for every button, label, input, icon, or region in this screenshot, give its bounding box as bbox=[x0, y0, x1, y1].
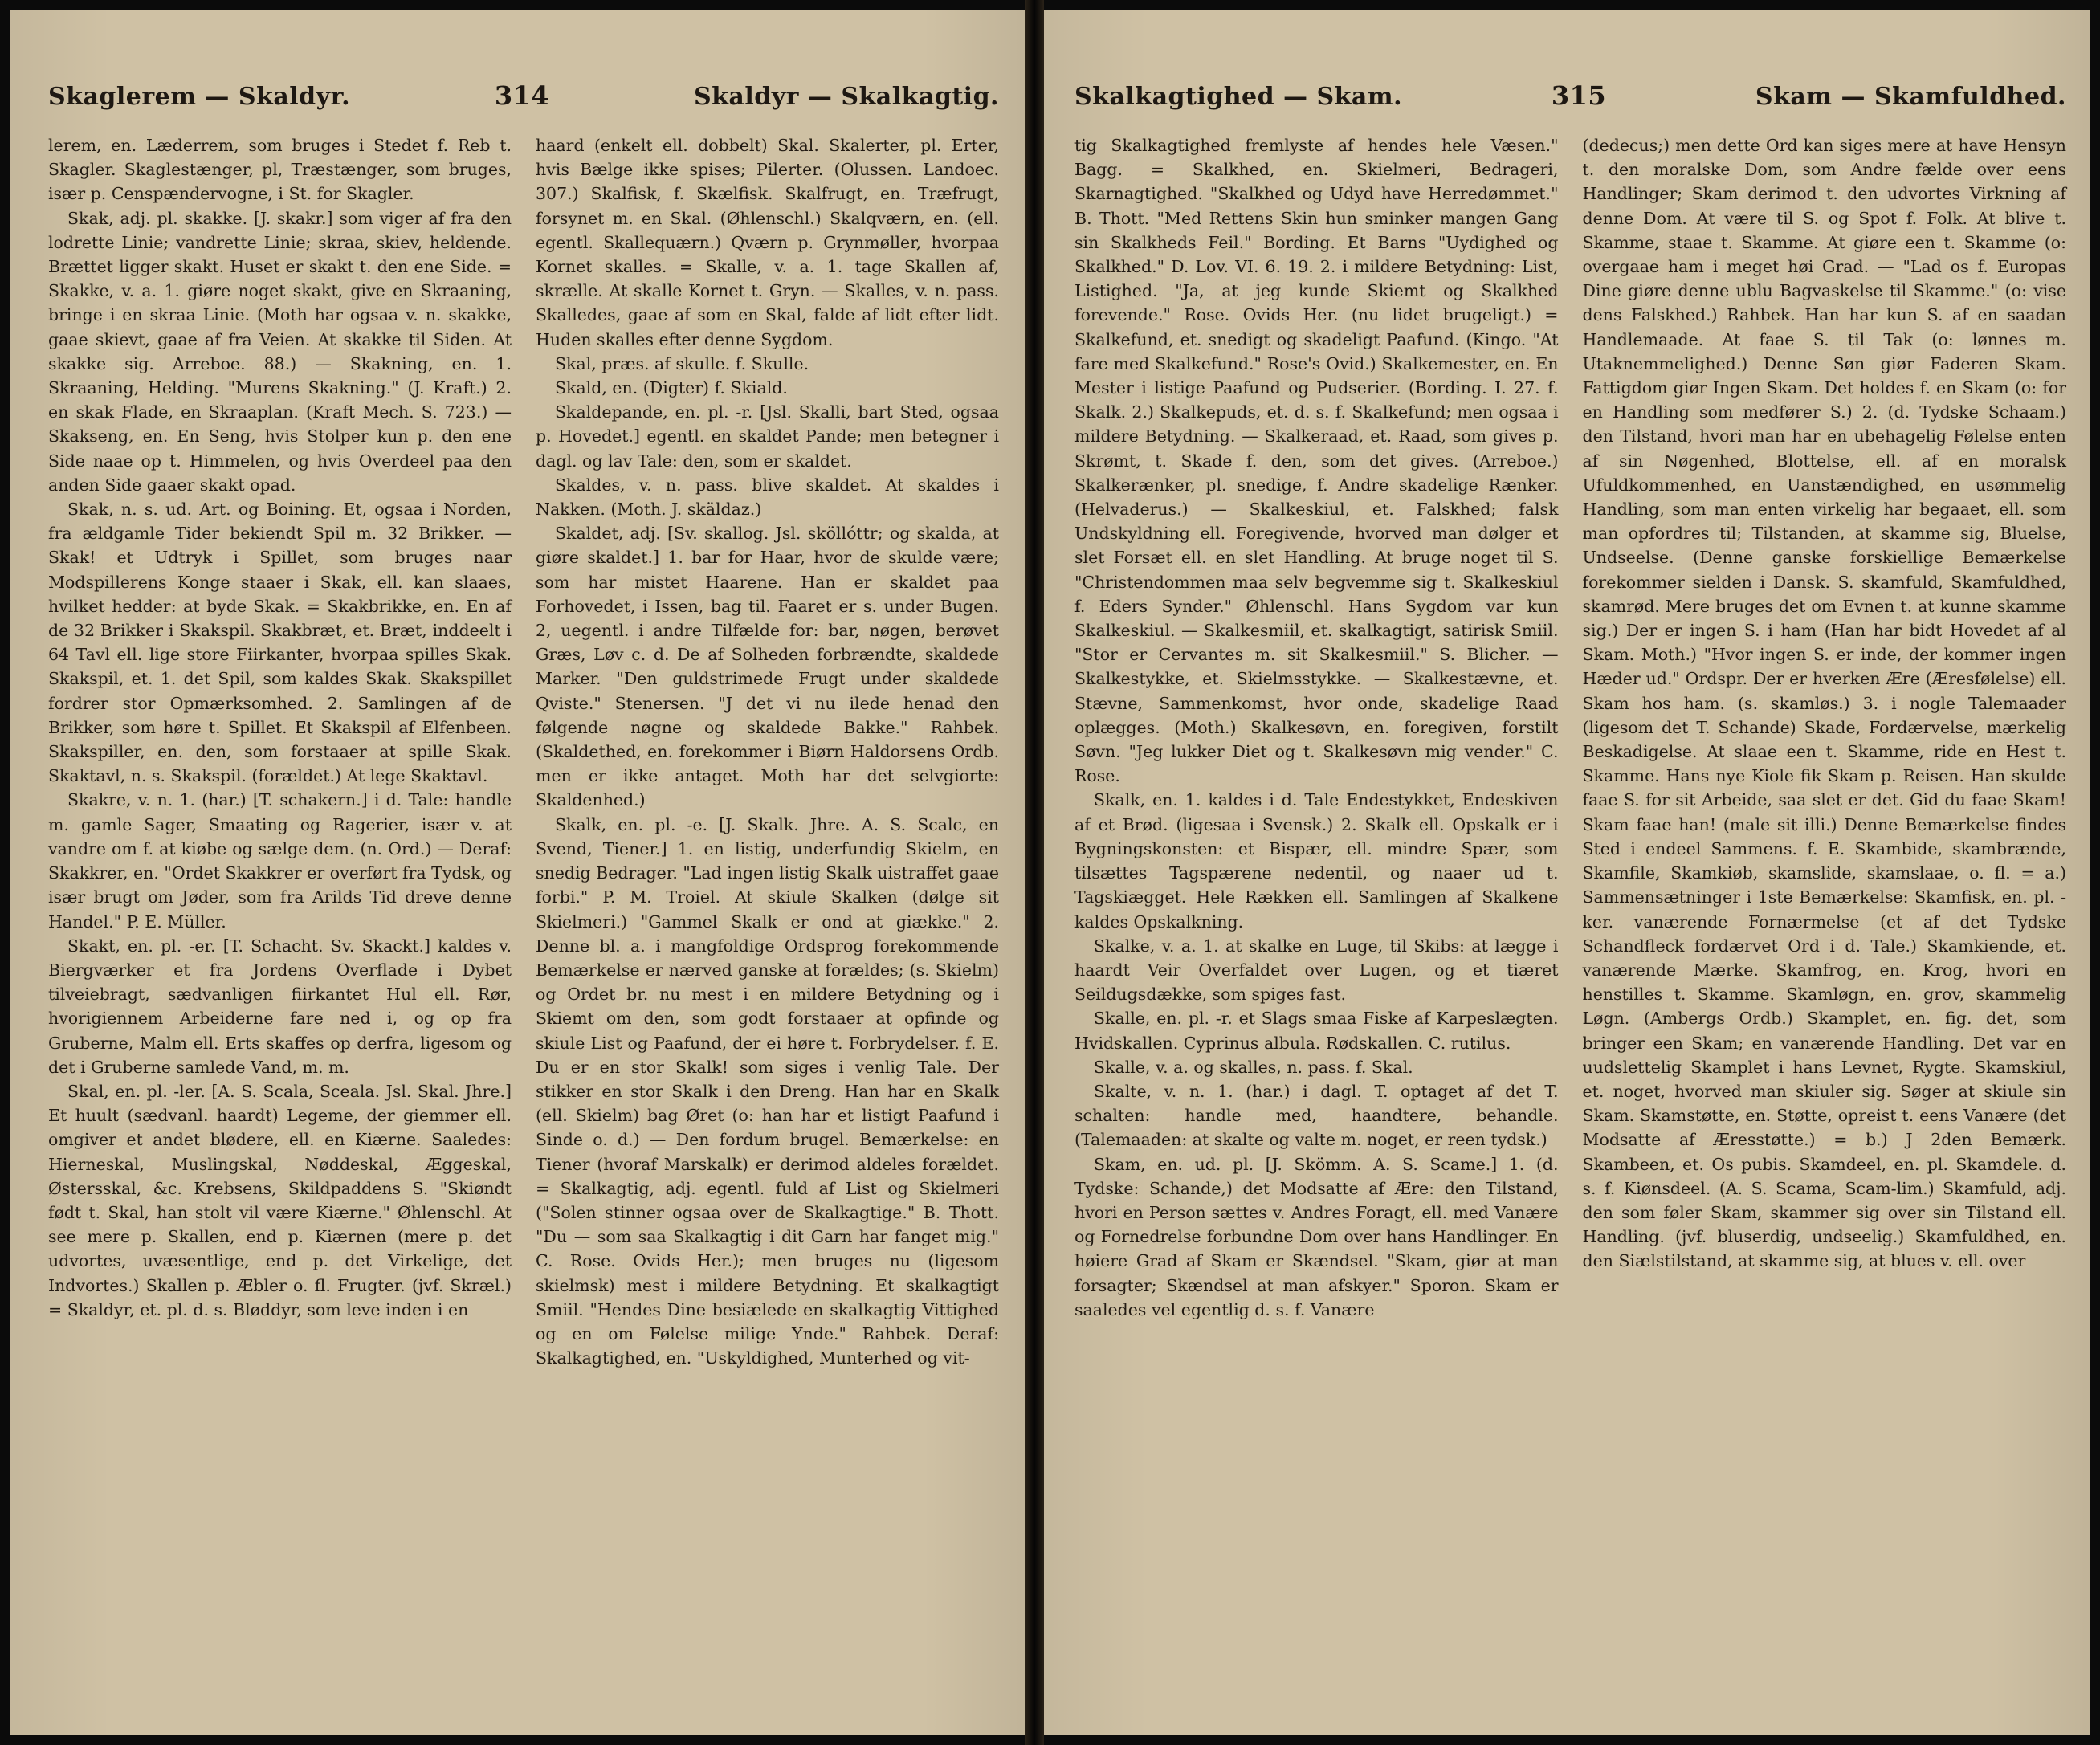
dictionary-entry: Skakt, en. pl. -er. [T. Schacht. Sv. Skackt.] kaldes v. Biergværker et fra Jordens Overflade i Dybet tilveiebragt, sædvanligen fiirkantet Hul ell. Rør, hvorigiennem Arbeiderne fare ned i, og op fra Gruberne, Malm ell. Erts skaffes op derfra, ligesom og det i Gruberne samlede Vand, m. m. bbox=[48, 936, 512, 1077]
dictionary-entry: Skal, præs. af skulle. f. Skulle. bbox=[555, 353, 809, 373]
dictionary-entry: Skalk, en. 1. kaldes i d. Tale Endestykket, Endeskiven af et Brød. (ligesaa i Svensk.) 2. Skalk ell. Opskalk er i Bygningskonsten: et Bispær, ell. mindre Spær, som tilsættes Tagspærene nedentil, og naaer ud t. Tagskiægget. Hele Rækken ell. Samlingen af Skalkene kaldes Opskalkning. bbox=[1074, 790, 1559, 932]
page-header bbox=[48, 80, 999, 111]
text-columns bbox=[48, 133, 999, 1370]
dictionary-entry: Skalle, en. pl. -r. et Slags smaa Fiske af Karpeslægten. Hvidskallen. Cyprinus albula. Rødskallen. C. rutilus. bbox=[1074, 1009, 1559, 1053]
dictionary-entry: Skak, adj. pl. skakke. [J. skakr.] som viger af fra den lodrette Linie; vandrette Linie; skraa, skiev, heldende. Brættet ligger skakt. Huset er skakt t. den ene Side. = Skakke, v. a. 1. giøre noget skakt, give en Skraaning, bringe i en skraa Linie. (Moth har ogsaa v. n. skakke, gaae skievt, gaae af fra Veien. At skakke til Siden. At skakke sig. Arreboe. 88.) — Skakning, en. 1. Skraaning, Helding. "Murens Skakning." (J. Kraft.) 2. en skak Flade, en Skraaplan. (Kraft Mech. S. 723.) — Skakseng, en. En Seng, hvis Stolper kun p. den ene Side naae op t. Himmelen, og hvis Overdeel paa den anden Side gaaer skakt opad. bbox=[48, 208, 512, 495]
book-gutter bbox=[1025, 0, 1044, 1745]
left-page bbox=[10, 10, 1025, 1735]
dictionary-entry: Skak, n. s. ud. Art. og Boining. Et, ogsaa i Norden, fra ældgamle Tider bekiendt Spil m. 32 Brikker. — Skak! et Udtryk i Spillet, som bruges naar Modspillerens Konge staaer i Skak, ell. kan slaaes, hvilket hedder: at byde Skak. = Skakbrikke, en. En af de 32 Brikker i Skakspil. Skakbræt, et. Bræt, inddeelt i 64 Tavl ell. lige store Fiirkanter, hvorpaa spilles Skak. Skakspil, et. 1. det Spil, som kaldes Skak. Skakspillet fordrer stor Opmærksomhed. 2. Samlingen af de Brikker, som høre t. Spillet. Et Skakspil af Elfenbeen. Skakspiller, en. den, som forstaaer at spille Skak. Skaktavl, n. s. Skakspil. (forældet.) At lege Skaktavl. bbox=[48, 499, 512, 786]
dictionary-entry: Skakre, v. n. 1. (har.) [T. schakern.] i d. Tale: handle m. gamle Sager, Smaating og Ragerier, især v. at vandre om f. at kiøbe og sælge dem. (n. Ord.) — Deraf: Skakkrer, en. "Ordet Skakkrer er overført fra Tydsk, og især brugt om Jøder, som fra Arilds Tid dreve denne Handel." P. E. Müller. bbox=[48, 790, 512, 932]
dictionary-entry: Skalke, v. a. 1. at skalke en Luge, til Skibs: at lægge i haardt Veir Overfaldet over Lugen, og et tiæret Seildugsdække, som spiges fast. bbox=[1074, 936, 1559, 1005]
dictionary-entry: tig Skalkagtighed fremlyste af hendes hele Væsen." Bagg. = Skalkhed, en. Skielmeri, Bedrageri, Skarnagtighed. "Skalkhed og Udyd have Herredømmet." B. Thott. "Med Rettens Skin hun sminker mangen Gang sin Skalkheds Feil." Bording. Et Barns "Uydighed og Skalkhed." D. Lov. VI. 6. 19. 2. i mildere Betydning: List, Listighed. "Ja, at jeg kunde Skiemt og Skalkhed forevende." Rose. Ovids Her. (nu lidet brugeligt.) = Skalkefund, et. snedigt og skadeligt Paafund. (Kingo. "At fare med Skalkefund." Rose's Ovid.) Skalkemester, en. En Mester i listige Paafund og Pudserier. (Bording. I. 27. f. Skalk. 2.) Skalkepuds, et. d. s. f. Skalkefund; men ogsaa i mildere Betydning. — Skalkeraad, et. Raad, som gives p. Skrømt, t. Skade f. den, som det gives. (Arreboe.) Skalkerænker, pl. snedige, f. Andre skadelige Rænker. (Helvaderus.) — Skalkeskiul, et. Falskhed; falsk Undskyldning ell. Foregivende, hvorved man dølger et slet Forsæt ell. en slet Handling. At bruge noget til S. "Christendommen maa selv begvemme sig t. Skalkeskiul f. Eders Synder." Øhlenschl. Hans Sygdom var kun Skalkeskiul. — Skalkesmiil, et. skalkagtigt, satirisk Smiil. "Stor er Cervantes m. sit Skalkesmiil." S. Blicher. — Skalkestykke, et. Skielmsstykke. — Skalkestævne, et. Stævne, Sammenkomst, hvor onde, skadelige Raad oplægges. (Moth.) Skalkesøvn, en. foregiven, forstilt Søvn. "Jeg lukker Diet og t. Skalkesøvn mig vender." C. Rose. bbox=[1074, 136, 1559, 786]
dictionary-entry: Skalk, en. pl. -e. [J. Skalk. Jhre. A. S. Scalc, en Svend, Tiener.] 1. en listig, underfundig Skielm, en snedig Bedrager. "Lad ingen listig Skalk uistraffet gaae forbi." P. M. Troiel. At skiule Skalken (dølge sit Skielmeri.) "Gammel Skalk er ond at giække." 2. Denne bl. a. i mangfoldige Ordsprog forekommende Bemærkelse er nærved ganske at forældes; (s. Skielm) og Ordet br. nu mest i en mildere Betydning og i Skiemt om den, som godt forstaaer at opfinde og skiule List og Paafund, der ei høre t. Forbrydelser. f. E. Du er en stor Skalk! som siges i venlig Tale. Der stikker en stor Skalk i den Dreng. Han har en Skalk (ell. Skielm) bag Øret (o: han har et listigt Paafund i Sinde o. d.) — Den fordum brugel. Bemærkelse: en Tiener (hvoraf Marskalk) er derimod aldeles forældet. = Skalkagtig, adj. egentl. fuld af List og Skielmeri ("Solen stinner ogsaa over de Skalkagtige." B. Thott. "Du — som saa Skalkagtig i dit Garn har fanget mig." C. Rose. Ovids Her.); men bruges nu (ligesom skielmsk) mest i mildere Betydning. Et skalkagtigt Smiil. "Hendes Dine besiælede en skalkagtig Vittighed og en om Følelse milige Ynde." Rahbek. Deraf: Skalkagtighed, en. "Uskyldighed, Munterhed og vit- bbox=[536, 814, 999, 1368]
column-left bbox=[48, 133, 512, 1370]
header-left-catchword: Skalkagtighed — Skam. bbox=[1074, 83, 1403, 111]
page-number: 314 bbox=[494, 80, 550, 111]
dictionary-entry: Skam, en. ud. pl. [J. Skömm. A. S. Scame.] 1. (d. Tydske: Schande,) det Modsatte af Ære: den Tilstand, hvori en Person sættes v. Andres Foragt, ell. med Vanære og Fornedrelse forbundne Dom over hans Handlinger. En høiere Grad af Skam er Skændsel. "Skam, giør at man forsagter; Skændsel at man afskyer." Sporon. Skam er saaledes vel egentlig d. s. f. Vanære bbox=[1074, 1154, 1559, 1319]
dictionary-entry: Skaldes, v. n. pass. blive skaldet. At skaldes i Nakken. (Moth. J. skäldaz.) bbox=[536, 475, 999, 520]
dictionary-entry: Skalle, v. a. og skalles, n. pass. f. Skal. bbox=[1094, 1057, 1413, 1077]
column-left bbox=[1074, 133, 1559, 1322]
dictionary-entry: Skaldepande, en. pl. -r. [Jsl. Skalli, bart Sted, ogsaa p. Hovedet.] egentl. en skaldet Pande; men betegner i dagl. og lav Tale: den, som er skaldet. bbox=[536, 402, 999, 471]
column-right bbox=[1583, 133, 2067, 1322]
dictionary-entry: Skald, en. (Digter) f. Skiald. bbox=[555, 378, 788, 398]
dictionary-entry: (dedecus;) men dette Ord kan siges mere at have Hensyn t. den moralske Dom, som Andre fælde over eens Handlinger; Skam derimod t. den udvortes Virkning af denne Dom. At være til S. og Spot f. Folk. At blive t. Skamme, staae t. Skamme. At giøre een t. Skamme (o: overgaae ham i meget høi Grad. — "Lad os f. Europas Dine giøre denne ublu Bagvaskelse til Skamme." (o: vise dens Falskhed.) Rahbek. Han har kun S. af en saadan Handlemaade. At faae S. til Tak (o: lønnes m. Utaknemmelighed.) Denne Søn giør Faderen Skam. Fattigdom giør Ingen Skam. Det holdes f. en Skam (o: for en Handling som medfører S.) 2. (d. Tydske Schaam.) den Tilstand, hvori man har en ubehagelig Følelse enten af sin Nøgenhed, Blottelse, ell. af en moralsk Ufuldkommenhed, en Uanstændighed, en usømmelig Handling, som man enten virkelig har begaaet, ell. som man opfordres til; Tilstanden, at skamme sig, Bluelse, Undseelse. (Denne ganske forskiellige Bemærkelse forekommer sielden i Dansk. S. skamfuld, Skamfuldhed, skamrød. Mere bruges det om Evnen t. at kunne skamme sig.) Der er ingen S. i ham (Han har bidt Hovedet af al Skam. Moth.) "Hvor ingen S. er inde, der kommer ingen Hæder ud." Ordspr. Der er hverken Ære (Æresfølelse) ell. Skam hos ham. (s. skamløs.) 3. i nogle Talemaader (ligesom det T. Schande) Skade, Fordærvelse, mærkelig Beskadigelse. At slaae een t. Skamme, ride en Hest t. Skamme. Hans nye Kiole fik Skam p. Reisen. Han skulde faae S. for sit Arbeide, saa slet er det. Gid du faae Skam! Skam faae han! (male sit illi.) Denne Bemærkelse findes Sted i endeel Sammens. f. E. Skambide, skambrænde, Skamfile, Skamkiøb, skamslide, skamslaae, o. fl. = a.) Sammensætninger i 1ste Bemærkelse: Skamfisk, en. pl. -ker. vanærende Fornærmelse (et af det Tydske Schandfleck fordærvet Ord i d. Tale.) Skamkiende, et. vanærende Mærke. Skamfrog, en. Krog, hvori en henstilles t. Skamme. Skamløgn, en. grov, skammelig Løgn. (Ambergs Ordb.) Skamplet, en. fig. det, som bringer een Skam; en vanærende Handling. Det var en uudslettelig Skamplet i hans Levnet, Rygte. Skamskiul, et. noget, hvorved man skiuler sig. Søger at skiule sin Skam. Skamstøtte, en. Støtte, opreist t. eens Vanære (det Modsatte af Æresstøtte.) = b.) J 2den Bemærk. Skambeen, et. Os pubis. Skamdeel, en. pl. Skamdele. d. s. f. Kiønsdeel. (A. S. Scama, Scam-lim.) Skamfuld, adj. den som føler Skam, skammer sig over sin Tilstand ell. Handling. (jvf. bluserdig, undseelig.) Skamfuldhed, en. den Siælstilstand, at skamme sig, at blues v. ell. over bbox=[1582, 136, 2066, 1271]
right-page bbox=[1044, 10, 2090, 1735]
dictionary-entry: Skaldet, adj. [Sv. skallog. Jsl. sköllóttr; og skalda, at giøre skaldet.] 1. bar for Haar, hvor de skulde være; som har mistet Haarene. Han er skaldet paa Forhovedet, i Issen, bag til. Faaret er s. under Bugen. 2, uegentl. i andre Tilfælde for: bar, nøgen, berøvet Græs, Løv c. d. De af Solheden forbrændte, skaldede Marker. "Den guldstrimede Frugt under skaldede Qviste." Stenersen. "J det vi nu ilede henad den følgende nøgne og skaldede Bakke." Rahbek. (Skaldethed, en. forekommer i Biørn Haldorsens Ordb. men er ikke antaget. Moth har det selvgiorte: Skaldenhed.) bbox=[536, 524, 999, 810]
dictionary-entry: lerem, en. Læderrem, som bruges i Stedet f. Reb t. Skagler. Skaglestænger, pl, Træstænger, som bruges, især p. Censpændervogne, i St. for Skagler. bbox=[48, 136, 512, 204]
text-columns bbox=[1074, 133, 2066, 1322]
header-right-catchword: Skaldyr — Skalkagtig. bbox=[693, 83, 999, 111]
dictionary-entry: haard (enkelt ell. dobbelt) Skal. Skalerter, pl. Erter, hvis Bælge ikke spises; Pilerter. (Olussen. Landoec. 307.) Skalfisk, f. Skælfisk. Skalfrugt, en. Træfrugt, forsynet m. en Skal. (Øhlenschl.) Skalqværn, en. (ell. egentl. Skallequærn.) Qværn p. Grynmøller, hvorpaa Kornet skalles. = Skalle, v. a. 1. tage Skallen af, skrælle. At skalle Kornet t. Gryn. — Skalles, v. n. pass. Skalledes, gaae af som en Skal, falde af lidt efter lidt. Huden skalles efter denne Sygdom. bbox=[536, 136, 999, 349]
page-header bbox=[1074, 80, 2066, 111]
dictionary-entry: Skalte, v. n. 1. (har.) i dagl. T. optaget af det T. schalten: handle med, haandtere, behandle. (Talemaaden: at skalte og valte m. noget, er reen tydsk.) bbox=[1074, 1081, 1559, 1150]
header-left-catchword: Skaglerem — Skaldyr. bbox=[48, 83, 351, 111]
column-right bbox=[536, 133, 999, 1370]
dictionary-entry: Skal, en. pl. -ler. [A. S. Scala, Sceala. Jsl. Skal. Jhre.] Et huult (sædvanl. haardt) Legeme, der giemmer ell. omgiver et andet blødere, ell. en Kiærne. Saaledes: Hierneskal, Muslingskal, Nøddeskal, Æggeskal, Østersskal, &c. Krebsens, Skildpaddens S. "Skiøndt født t. Skal, han stolt vil være Kiærne." Øhlenschl. At see mere p. Skallen, end p. Kiærnen (mere p. det udvortes, uvæsentlige, end p. det Virkelige, det Indvortes.) Skallen p. Æbler o. fl. Frugter. (jvf. Skræl.) = Skaldyr, et. pl. d. s. Bløddyr, som leve inden i en bbox=[48, 1081, 512, 1319]
page-number: 315 bbox=[1551, 80, 1607, 111]
header-right-catchword: Skam — Skamfuldhed. bbox=[1755, 83, 2066, 111]
